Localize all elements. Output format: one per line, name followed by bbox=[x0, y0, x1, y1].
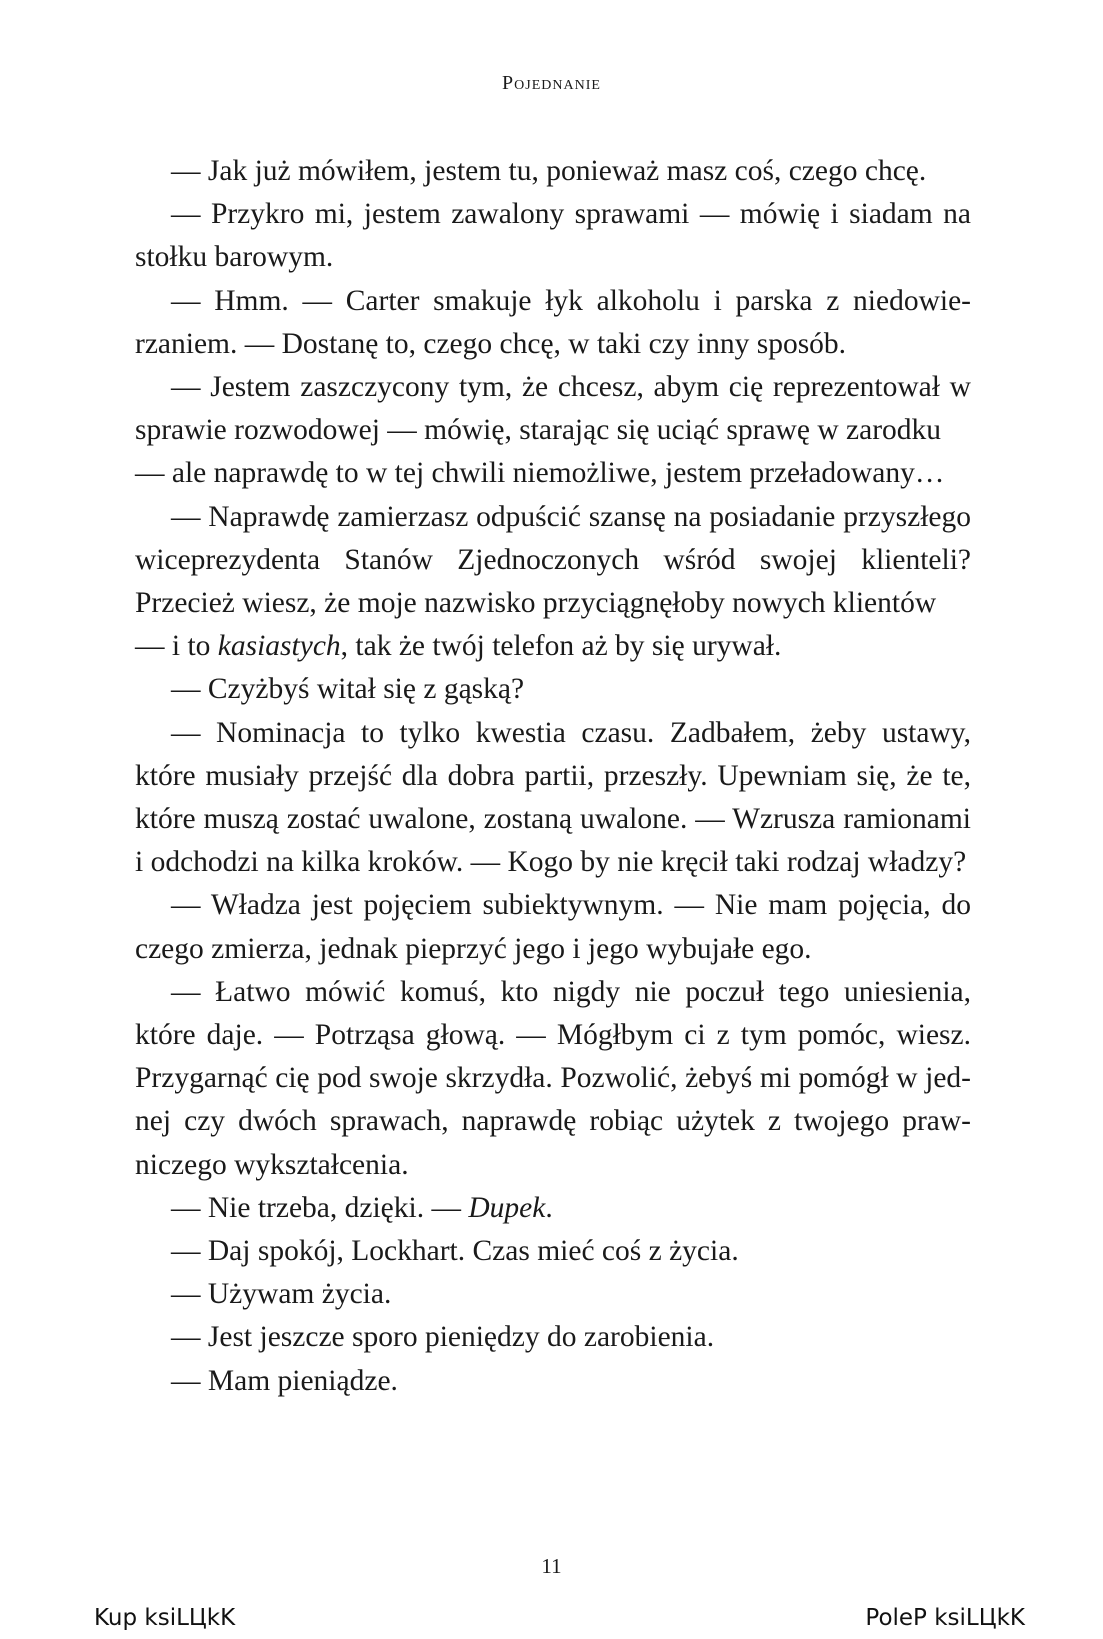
paragraph: — ale naprawdę to w tej chwili niemożliwe, jestem przeładowany… bbox=[135, 457, 945, 490]
emphasis: kasiastych bbox=[217, 630, 341, 663]
page-number: 11 bbox=[541, 1554, 562, 1578]
paragraph bbox=[135, 1187, 971, 1230]
paragraph-text: , tak że twój telefon aż by się urywał. bbox=[340, 630, 782, 663]
paragraph: — Łatwo mówić komuś, kto nigdy nie poczuł tego uniesienia, które daje. — Potrząsa głową. — Mógłbym ci z tym pomóc, wiesz. Przygarnąć cię pod swoje skrzydła. Pozwolić, żebyś mi pomógł w jednej czy dwóch sprawach, naprawdę robiąc użytek z twojego prawniczego wykształcenia. bbox=[135, 975, 971, 1181]
buy-book-link[interactable]: Kup ksiLЦkK bbox=[94, 1605, 236, 1631]
paragraph: — Jak już mówiłem, jestem tu, ponieważ masz coś, czego chcę. bbox=[171, 155, 927, 187]
paragraph: — Daj spokój, Lockhart. Czas mieć coś z życia. bbox=[171, 1235, 739, 1268]
paragraph: — Używam życia. bbox=[171, 1278, 392, 1311]
paragraph: — Jestem zaszczycony tym, że chcesz, abym cię reprezentował w sprawie rozwodowej — mówię, starając się uciąć sprawę w zarodku bbox=[135, 371, 971, 447]
body-text bbox=[135, 150, 971, 1403]
running-head: Pojednanie bbox=[502, 72, 601, 94]
paragraph: — Mam pieniądze. bbox=[171, 1364, 398, 1397]
paragraph bbox=[135, 625, 971, 668]
paragraph: — Jest jeszcze sporo pieniędzy do zarobienia. bbox=[171, 1321, 715, 1354]
paragraph-text: — i to bbox=[135, 630, 218, 663]
paragraph: — Nominacja to tylko kwestia czasu. Zadbałem, żeby ustawy, które musiały przejść dla dobra partii, przeszły. Upewniam się, że te, które muszą zostać uwalone, zostaną uwalone. — Wzrusza ramionami i odchodzi na kilka kroków. — Kogo by nie kręcił taki rodzaj władzy? bbox=[135, 716, 971, 879]
paragraph: — Hmm. — Carter smakuje łyk alkoholu i parska z niedowierzaniem. — Dostanę to, czego chcę, w taki czy inny sposób. bbox=[135, 284, 971, 360]
paragraph: — Przykro mi, jestem zawalony sprawami — mówię i siadam na stołku barowym. bbox=[135, 198, 971, 274]
paragraph: — Naprawdę zamierzasz odpuścić szansę na posiadanie przyszłego wiceprezydenta Stanów Zjednoczonych wśród swojej klienteli? Przecież wiesz, że moje nazwisko przyciągnęłoby nowych klientów bbox=[135, 500, 971, 620]
paragraph: — Władza jest pojęciem subiektywnym. — Nie mam pojęcia, do czego zmierza, jednak pieprzyć jego i jego wybujałe ego. bbox=[135, 889, 971, 965]
paragraph: — Czyżbyś witał się z gąską? bbox=[171, 673, 525, 706]
paragraph-text: — Nie trzeba, dzięki. — bbox=[171, 1191, 469, 1224]
paragraph-text: . bbox=[545, 1191, 553, 1224]
recommend-book-link[interactable]: PoleP ksiLЦkK bbox=[865, 1605, 1025, 1631]
emphasis: Dupek bbox=[468, 1191, 546, 1224]
